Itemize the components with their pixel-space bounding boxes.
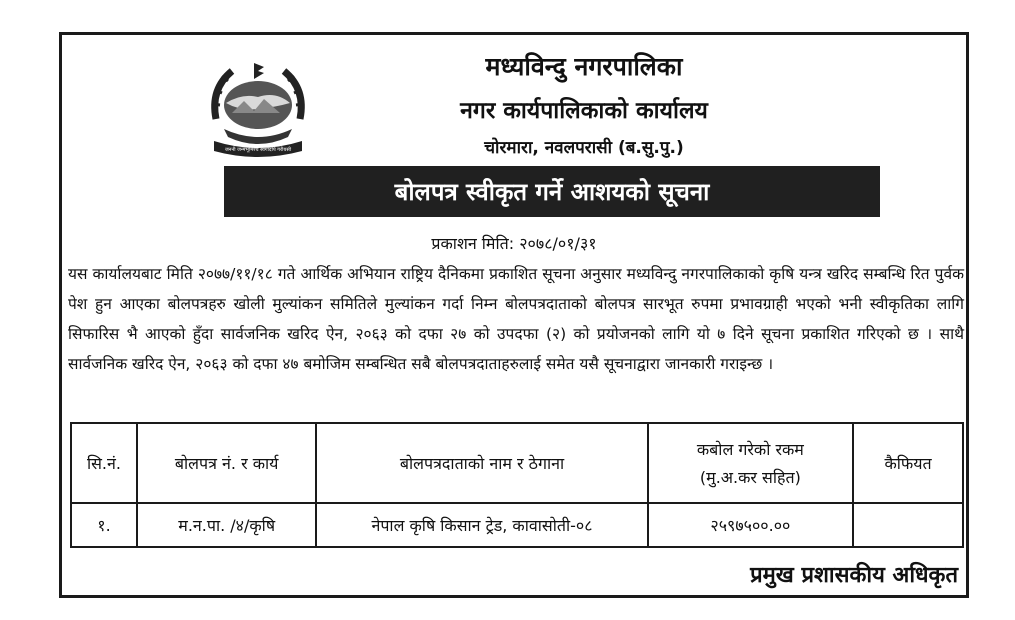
col-header-sn: सि.नं. — [71, 423, 137, 503]
cell-bidder: नेपाल कृषि किसान ट्रेड, कावासोती-०८ — [316, 503, 647, 547]
col-header-bidder: बोलपत्रदाताको नाम र ठेगाना — [316, 423, 647, 503]
tender-table — [70, 422, 964, 548]
notice-title: बोलपत्र स्वीकृत गर्ने आशयको सूचना — [394, 178, 710, 206]
publication-date: प्रकाशन मिति: २०७८/०१/३१ — [431, 234, 597, 253]
col-header-amount-line1: कबोल गरेको रकम — [696, 440, 804, 459]
cell-sn: १. — [71, 503, 137, 547]
col-header-remarks: कैफियत — [853, 423, 963, 503]
notice-title-banner — [224, 166, 880, 217]
col-header-amount — [648, 423, 854, 503]
emblem-motto: जननी जन्मभूमिश्च स्वर्गादपि गरीयसी — [224, 147, 292, 153]
col-header-bid-no: बोलपत्र नं. र कार्य — [137, 423, 317, 503]
signature-title: प्रमुख प्रशासकीय अधिकृत — [750, 563, 958, 588]
notice-frame — [59, 32, 969, 598]
office-address: चोरमारा, नवलपरासी (ब.सु.पु.) — [484, 138, 684, 158]
table-header-row — [71, 423, 963, 503]
cell-remarks — [853, 503, 963, 547]
notice-body: यस कार्यालयबाट मिति २०७७/११/१८ गते आर्थिक अभियान राष्ट्रिय दैनिकमा प्रकाशित सूचना अनुसार मध्यविन्दु नगरपालिकाको कृषि यन्त्र खरिद सम्बन्धि रित पुर्वक पेश हुन आएका बोलपत्रहरु खोली मुल्यांकन समितिले मुल्यांकन गर्दा निम्न बोलपत्रदाताको बोलपत्र सारभूत रुपमा प्रभावग्राही भएको भनी स्वीकृतिका लागि सिफारिस भै आएको हुँदा सार्वजनिक खरिद ऐन, २०६३ को दफा २७ को उपदफा (२) को प्रयोजनको लागि यो ७ दिने सूचना प्रकाशित गरिएको छ । साथै सार्वजनिक खरिद ऐन, २०६३ को दफा ४७ बमोजिम सम्बन्धित सबै बोलपत्रदाताहरुलाई समेत यसै सूचनाद्वारा जानकारी गराइन्छ । — [68, 265, 964, 373]
table-row — [71, 503, 963, 547]
cell-amount: २५९७५००.०० — [648, 503, 854, 547]
col-header-amount-line2: (मु.अ.कर सहित) — [699, 468, 801, 487]
office-name: नगर कार्यपालिकाको कार्यालय — [460, 98, 708, 124]
org-name: मध्यविन्दु नगरपालिका — [485, 52, 683, 81]
cell-bid-no: म.न.पा. /४/कृषि — [137, 503, 317, 547]
